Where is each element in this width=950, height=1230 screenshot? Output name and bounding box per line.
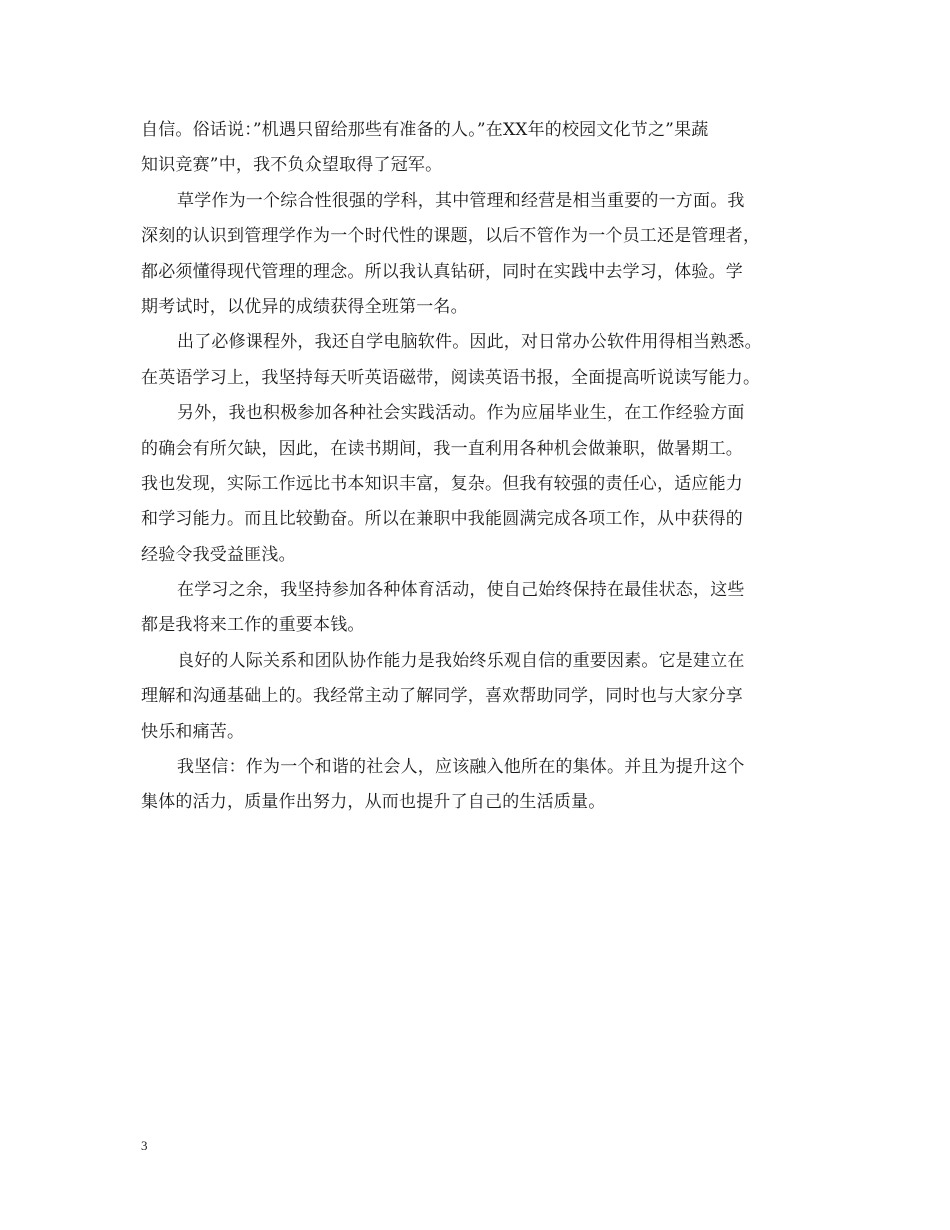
text-line: 快乐和痛苦。 xyxy=(141,721,245,742)
text-line: 期考试时，以优异的成绩获得全班第一名。 xyxy=(141,296,468,317)
text-line: 都必须懂得现代管理的理念。所以我认真钻研，同时在实践中去学习，体验。学 xyxy=(141,261,743,282)
text-line: 出了必修课程外，我还自学电脑软件。因此，对日常办公软件用得相当熟悉。 xyxy=(177,332,762,353)
text-line: 的确会有所欠缺，因此，在读书期间，我一直利用各种机会做兼职，做暑期工。 xyxy=(141,438,743,459)
text-line: 自信。俗话说：”机遇只留给那些有准备的人。”在XX年的校园文化节之”果蔬 xyxy=(141,120,709,140)
text-line: 和学习能力。而且比较勤奋。所以在兼职中我能圆满完成各项工作，从中获得的 xyxy=(141,509,743,530)
text-line: 我坚信：作为一个和谐的社会人，应该融入他所在的集体。并且为提升这个 xyxy=(177,757,745,778)
text-line: 知识竞赛”中，我不负众望取得了冠军。 xyxy=(141,155,443,176)
page-number: 3 xyxy=(141,1138,148,1153)
text-line: 草学作为一个综合性很强的学科，其中管理和经营是相当重要的一方面。我 xyxy=(177,190,745,211)
text-line: 良好的人际关系和团队协作能力是我始终乐观自信的重要因素。它是建立在 xyxy=(177,650,745,671)
text-line: 深刻的认识到管理学作为一个时代性的课题，以后不管作为一个员工还是管理者， xyxy=(141,226,761,247)
text-line: 理解和沟通基础上的。我经常主动了解同学，喜欢帮助同学，同时也与大家分享 xyxy=(141,686,743,707)
text-line: 另外，我也积极参加各种社会实践活动。作为应届毕业生，在工作经验方面 xyxy=(177,403,745,424)
text-line: 都是我将来工作的重要本钱。 xyxy=(141,615,365,636)
text-line: 在英语学习上，我坚持每天听英语磁带，阅读英语书报，全面提高听说读写能力。 xyxy=(141,367,761,388)
text-line: 经验令我受益匪浅。 xyxy=(141,544,296,565)
text-line: 集体的活力，质量作出努力，从而也提升了自己的生活质量。 xyxy=(141,792,606,813)
text-line: 在学习之余，我坚持参加各种体育活动，使自己始终保持在最佳状态，这些 xyxy=(177,580,745,601)
document-body xyxy=(141,113,831,821)
text-line: 我也发现，实际工作远比书本知识丰富，复杂。但我有较强的责任心，适应能力 xyxy=(141,473,743,494)
